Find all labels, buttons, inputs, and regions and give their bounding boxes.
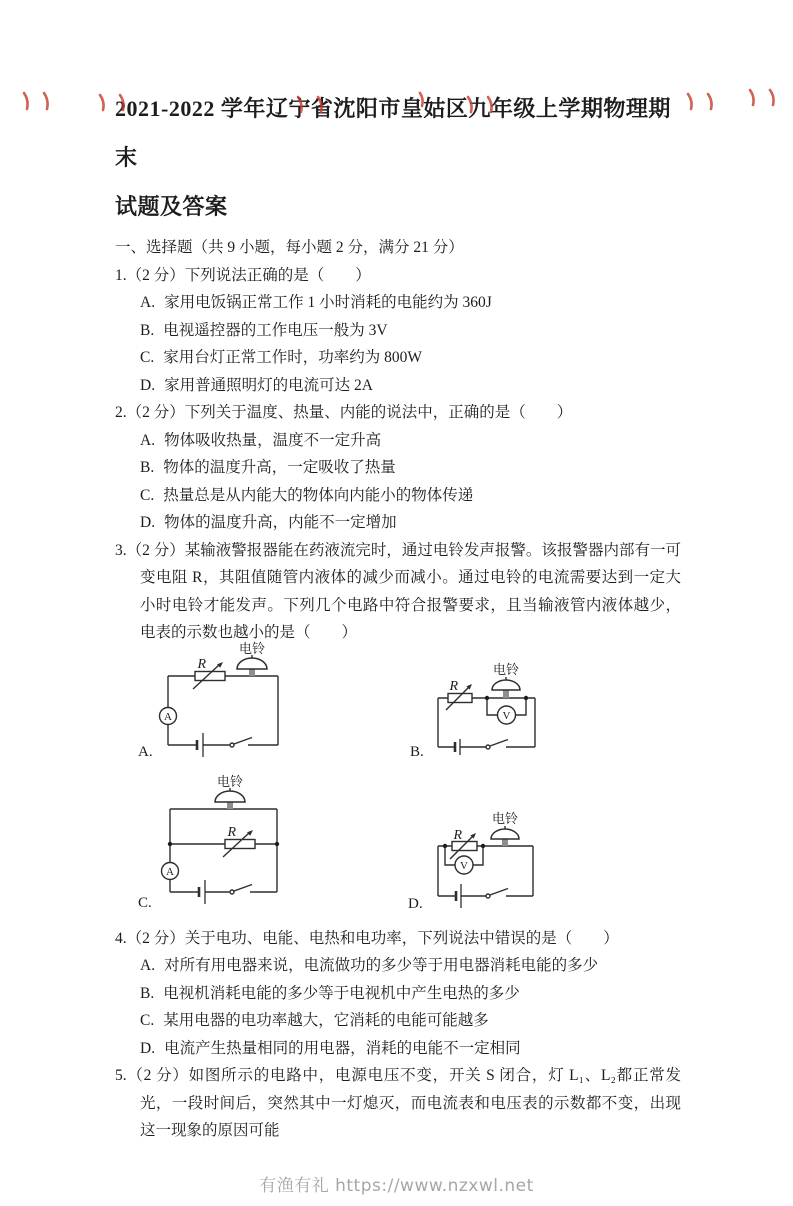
option-text: 物体的温度升高，内能不一定增加	[164, 514, 397, 531]
option-label: B.	[140, 321, 155, 339]
resistor-icon	[223, 825, 255, 857]
battery-icon	[456, 884, 461, 908]
switch-icon	[230, 884, 252, 894]
question-2-option-b	[115, 454, 681, 482]
option-label: C.	[140, 1012, 155, 1029]
junction-dot	[481, 843, 485, 847]
junction-dot	[524, 695, 528, 699]
svg-text:A: A	[164, 710, 172, 723]
question-4-option-b	[115, 980, 681, 1008]
battery-icon	[199, 880, 205, 904]
question-1-stem: 1.（2 分）下列说法正确的是（ ）	[115, 266, 371, 284]
circuit-diagram-c	[130, 775, 330, 915]
question-2-stem: 2.（2 分）下列关于温度、热量、内能的说法中，正确的是（ ）	[115, 404, 573, 421]
option-text: 热量总是从内能大的物体向内能小的物体传递	[163, 486, 474, 504]
question-1-option-d	[115, 372, 681, 400]
question-2-option-a	[115, 427, 681, 455]
svg-text:电铃: 电铃	[216, 773, 244, 789]
circuit-c-label: C.	[138, 894, 152, 911]
circuit-b-label: B.	[410, 743, 424, 760]
option-text: 电视遥控器的工作电压一般为 3V	[163, 321, 388, 339]
resistor-icon	[450, 828, 477, 859]
question-1-option-b	[115, 317, 681, 345]
ammeter-icon	[160, 707, 177, 724]
wires	[170, 809, 277, 892]
circuit-diagram-d	[400, 803, 550, 915]
voltmeter-icon	[498, 706, 516, 724]
circuit-diagram-a	[130, 641, 330, 761]
question-3-stem: 3.（2 分）某输液警报器能在药液流完时，通过电铃发声报警。该报警器内部有一可变电阻 R，其阻值随管内液体的减少而减小。通过电铃的电流需要达到一定大小时电铃才能发声。下列几个电路中符合报警要求，且当输液管内液体越少，电表的示数也越小的是（ ）	[115, 541, 681, 641]
svg-text:电铃: 电铃	[492, 661, 520, 677]
option-label: B.	[140, 459, 155, 476]
circuit-d-label: D.	[408, 895, 423, 912]
wires	[168, 676, 278, 745]
option-text: 物体吸收热量，温度不一定升高	[164, 431, 382, 449]
question-4-option-a	[115, 952, 681, 980]
question-1-option-a	[115, 289, 681, 317]
red-ink-marks-icon	[0, 84, 793, 124]
option-text: 电视机消耗电能的多少等于电视机中产生电热的多少	[163, 984, 520, 1002]
svg-text:V: V	[502, 709, 511, 722]
question-5-stem: 5.（2 分）如图所示的电路中，电源电压不变，开关 S 闭合，灯 L₁、L₂都正常发光，一段时间后，突然其中一灯熄灭，而电流表和电压表的示数都不变，出现这一现象的原因可能	[115, 1067, 681, 1139]
circuit-a-label: A.	[138, 743, 153, 760]
section-heading: 一、选择题（共 9 小题，每小题 2 分，满分 21 分）	[115, 239, 464, 256]
svg-text:R: R	[453, 827, 462, 843]
footer-watermark	[0, 1171, 793, 1196]
bell-icon	[491, 811, 519, 846]
question-5	[115, 1062, 681, 1145]
option-label: D.	[140, 1039, 156, 1057]
circuit-diagram-b	[400, 659, 550, 764]
question-1-option-c	[115, 344, 681, 372]
option-label: A.	[140, 431, 156, 449]
svg-text:R: R	[197, 656, 206, 672]
option-label: C.	[140, 349, 155, 366]
voltmeter-icon	[455, 856, 473, 874]
option-text: 家用电饭锅正常工作 1 小时消耗的电能约为 360J	[164, 294, 492, 311]
junction-dot	[275, 841, 279, 845]
option-label: A.	[140, 294, 156, 311]
svg-text:A: A	[166, 865, 174, 878]
question-3	[115, 537, 681, 647]
title-line-2: 试题及答案	[115, 194, 228, 219]
switch-icon	[486, 739, 508, 749]
question-1	[115, 262, 681, 400]
svg-text:电铃: 电铃	[491, 810, 519, 826]
option-label: D.	[140, 514, 156, 531]
option-text: 某用电器的电功率越大，它消耗的电能可能越多	[163, 1012, 489, 1029]
svg-text:电铃: 电铃	[238, 640, 266, 656]
question-2-option-d	[115, 509, 681, 537]
question-4-option-d	[115, 1035, 681, 1063]
option-text: 电流产生热量相同的用电器，消耗的电能不一定相同	[164, 1039, 521, 1057]
bell-icon	[492, 662, 520, 698]
circuit-figures	[0, 639, 793, 917]
resistor-icon	[193, 657, 225, 689]
bell-icon	[215, 774, 245, 809]
option-text: 物体的温度升高，一定吸收了热量	[163, 459, 396, 476]
question-4	[115, 925, 681, 1063]
svg-text:V: V	[460, 859, 468, 872]
option-label: C.	[140, 486, 155, 504]
junction-dot	[485, 695, 489, 699]
svg-text:R: R	[449, 678, 458, 694]
bell-icon	[237, 641, 267, 676]
resistor-icon	[446, 679, 472, 710]
junction-dot	[168, 841, 172, 845]
title-line-1: 2021-2022 学年辽宁省沈阳市皇姑区九年级上学期物理期末	[115, 96, 671, 170]
ammeter-icon	[162, 862, 179, 879]
wires	[438, 846, 533, 896]
junction-dot	[443, 843, 447, 847]
option-label: B.	[140, 984, 155, 1002]
svg-text:R: R	[227, 824, 236, 840]
option-text: 家用台灯正常工作时，功率约为 800W	[163, 349, 422, 366]
question-2-option-c	[115, 482, 681, 510]
option-label: D.	[140, 376, 156, 394]
option-text: 对所有用电器来说，电流做功的多少等于用电器消耗电能的多少	[164, 957, 599, 974]
option-text: 家用普通照明灯的电流可达 2A	[164, 376, 373, 394]
option-label: A.	[140, 957, 156, 974]
battery-icon	[197, 733, 203, 757]
wires	[438, 698, 535, 747]
footer-link[interactable]: 有渔有礼 https://www.nzxwl.net	[259, 1175, 534, 1196]
question-4-option-c	[115, 1007, 681, 1035]
battery-icon	[455, 739, 460, 755]
switch-icon	[486, 888, 508, 898]
question-2	[115, 399, 681, 537]
question-4-stem: 4.（2 分）关于电功、电能、电热和电功率，下列说法中错误的是（ ）	[115, 929, 619, 947]
